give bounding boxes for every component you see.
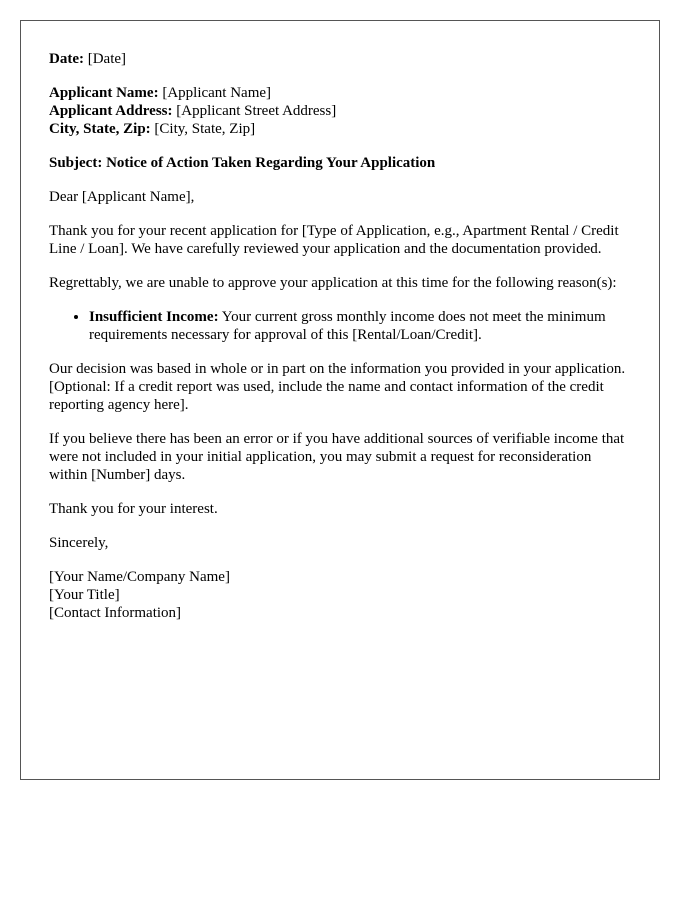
signature-block <box>49 568 631 622</box>
letter-page <box>20 20 660 780</box>
date-label: Date: <box>49 51 84 67</box>
paragraph-decision: Regrettably, we are unable to approve your application at this time for the following reason(s): <box>49 275 617 291</box>
date-value: [Date] <box>87 51 127 67</box>
applicant-block <box>49 84 631 138</box>
applicant-name-label: Applicant Name: <box>49 85 159 101</box>
closing: Sincerely, <box>49 535 109 551</box>
salutation: Dear [Applicant Name], <box>49 189 195 205</box>
signature-title: [Your Title] <box>49 587 120 603</box>
applicant-address-value: [Applicant Street Address] <box>176 103 337 119</box>
paragraph-intro: Thank you for your recent application for [Type of Application, e.g., Apartment Rental / Credit Line / Loan]. We have carefully reviewed your application and the documentation provided. <box>49 223 619 257</box>
reason-item <box>89 308 631 344</box>
signature-name: [Your Name/Company Name] <box>49 569 230 585</box>
applicant-city-label: City, State, Zip: <box>49 121 151 137</box>
paragraph-thanks: Thank you for your interest. <box>49 501 218 517</box>
date-line <box>49 50 631 68</box>
applicant-address-line <box>49 102 631 120</box>
applicant-name-line <box>49 84 631 102</box>
reason-label: Insufficient Income: <box>89 309 219 325</box>
reasons-list <box>49 308 631 344</box>
applicant-address-label: Applicant Address: <box>49 103 173 119</box>
paragraph-basis: Our decision was based in whole or in part on the information you provided in your application. [Optional: If a credit report was used, include the name and contact information of the credit reporting agency here]. <box>49 361 626 413</box>
applicant-city-line <box>49 120 631 138</box>
applicant-name-value: [Applicant Name] <box>162 85 272 101</box>
paragraph-reconsideration: If you believe there has been an error or if you have additional sources of verifiable income that were not included in your initial application, you may submit a request for reconsideration within [Number] days. <box>49 431 625 483</box>
reason-text: Your current gross monthly income does not meet the minimum requirements necessary for approval of this [Rental/Loan/Credit]. <box>89 309 606 343</box>
applicant-city-value: [City, State, Zip] <box>154 121 256 137</box>
signature-contact: [Contact Information] <box>49 605 182 621</box>
subject-line: Subject: Notice of Action Taken Regarding Your Application <box>49 155 436 171</box>
